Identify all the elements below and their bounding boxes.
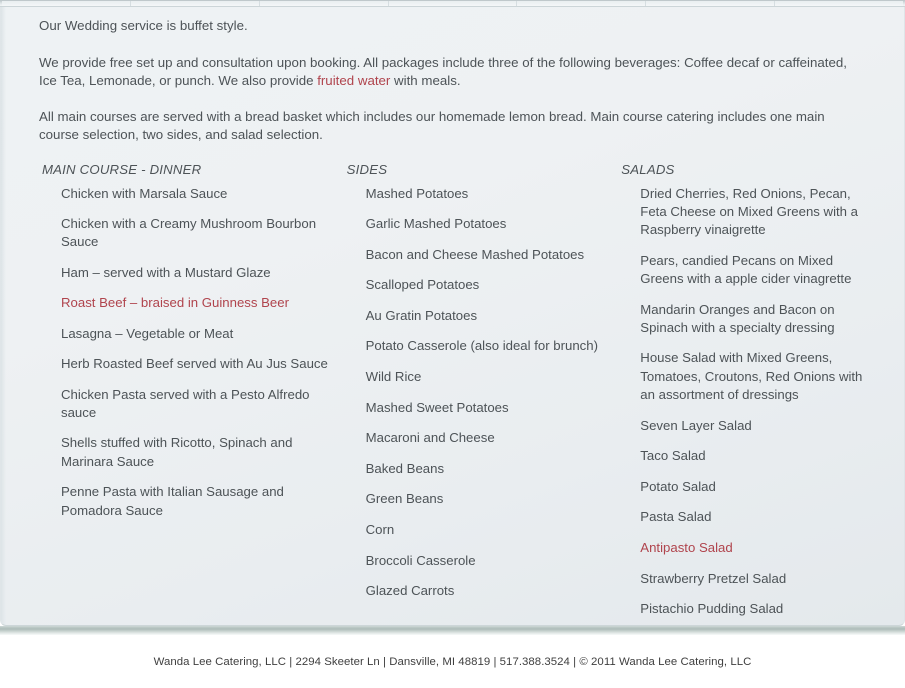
menu-item[interactable] <box>640 417 868 435</box>
fruited-water-link[interactable]: fruited water <box>317 73 391 88</box>
menu-item-label[interactable]: Pistachio Pudding Salad <box>640 601 784 617</box>
menu-item[interactable] <box>366 521 619 539</box>
top-nav-item-3[interactable] <box>389 1 518 6</box>
menu-item[interactable] <box>640 301 868 338</box>
salads-heading: SALADS <box>621 161 675 177</box>
menu-item[interactable] <box>61 185 344 203</box>
main-course-heading: MAIN COURSE - DINNER <box>42 161 202 177</box>
menu-item[interactable] <box>61 294 344 312</box>
menu-item[interactable] <box>61 215 344 252</box>
menu-item[interactable] <box>366 552 619 570</box>
menu-item[interactable] <box>366 368 619 386</box>
menu-item-label[interactable]: Mashed Potatoes <box>365 185 469 201</box>
menu-item[interactable] <box>61 355 344 373</box>
intro-paragraph-2 <box>39 54 868 91</box>
content-panel <box>0 7 905 626</box>
menu-columns <box>39 162 868 627</box>
top-nav-item-5[interactable] <box>646 1 775 6</box>
top-nav-item-0[interactable] <box>2 1 131 6</box>
menu-item[interactable] <box>640 600 868 618</box>
menu-item[interactable] <box>366 185 619 203</box>
menu-item-label[interactable]: Strawberry Pretzel Salad <box>640 570 787 586</box>
menu-item-label[interactable]: Garlic Mashed Potatoes <box>365 216 507 232</box>
menu-item-label[interactable]: Au Gratin Potatoes <box>365 307 478 323</box>
menu-item[interactable] <box>366 582 619 600</box>
menu-item-label[interactable]: Penne Pasta with Italian Sausage and Pomadora Sauce <box>61 484 284 518</box>
menu-item[interactable] <box>366 399 619 417</box>
menu-item-label[interactable]: Shells stuffed with Ricotto, Spinach and Marinara Sauce <box>61 435 293 469</box>
menu-item[interactable] <box>366 276 619 294</box>
menu-column-sides <box>344 162 619 627</box>
menu-item[interactable] <box>61 386 344 423</box>
page-footer <box>0 635 905 688</box>
top-nav-item-6[interactable] <box>775 1 903 6</box>
sides-list <box>344 185 619 601</box>
menu-item-label[interactable]: Lasagna – Vegetable or Meat <box>61 325 234 341</box>
intro-paragraph-1: Our Wedding service is buffet style. <box>39 18 248 33</box>
menu-column-salads <box>618 162 868 627</box>
top-nav-item-1[interactable] <box>131 1 260 6</box>
menu-item[interactable] <box>640 570 868 588</box>
menu-item[interactable] <box>640 508 868 526</box>
menu-item-label[interactable]: Antipasto Salad <box>640 540 733 556</box>
menu-item[interactable] <box>366 215 619 233</box>
menu-item-label[interactable]: Green Beans <box>365 491 444 507</box>
footer-separator-band <box>0 626 905 635</box>
menu-item-label[interactable]: Macaroni and Cheese <box>365 430 495 446</box>
menu-item-label[interactable]: House Salad with Mixed Greens, Tomatoes, Croutons, Red Onions with an assortment of dressings <box>640 350 863 403</box>
main-course-list <box>39 185 344 520</box>
menu-item[interactable] <box>640 478 868 496</box>
salads-list <box>618 185 868 619</box>
menu-item[interactable] <box>366 337 619 355</box>
menu-item[interactable] <box>366 307 619 325</box>
intro-p2-before: We provide free set up and consultation upon booking. All packages include three of the following beverages: Coffee decaf or caffeinated, Ice Tea, Lemonade, or punch. We also provide <box>39 54 847 88</box>
menu-item[interactable] <box>366 246 619 264</box>
top-nav-items <box>2 1 903 6</box>
sides-heading: SIDES <box>346 161 388 177</box>
menu-item-label[interactable]: Pears, candied Pecans on Mixed Greens with a apple cider vinagrette <box>640 252 852 286</box>
menu-item-label[interactable]: Mashed Sweet Potatoes <box>365 399 509 415</box>
footer-text: Wanda Lee Catering, LLC | 2294 Skeeter Ln | Dansville, MI 48819 | 517.388.3524 | © 2011 Wanda Lee Catering, LLC <box>153 655 752 668</box>
menu-item[interactable] <box>640 252 868 289</box>
menu-item-label[interactable]: Seven Layer Salad <box>640 417 752 433</box>
intro-paragraph-3: All main courses are served with a bread basket which includes our homemade lemon bread. Main course catering includes one main course selection, two sides, and salad selection. <box>39 108 825 142</box>
menu-item-label[interactable]: Chicken Pasta served with a Pesto Alfredo sauce <box>61 386 310 420</box>
menu-item[interactable] <box>61 483 344 520</box>
content-inner <box>1 7 904 626</box>
menu-item[interactable] <box>640 349 868 404</box>
menu-item-label[interactable]: Scalloped Potatoes <box>365 277 480 293</box>
menu-item-label[interactable]: Mandarin Oranges and Bacon on Spinach with a specialty dressing <box>640 301 835 335</box>
menu-item-label[interactable]: Chicken with a Creamy Mushroom Bourbon Sauce <box>61 215 317 250</box>
menu-item[interactable] <box>61 434 344 471</box>
menu-item-label[interactable]: Herb Roasted Beef served with Au Jus Sauce <box>61 356 328 372</box>
menu-item-label[interactable]: Pasta Salad <box>640 509 712 525</box>
menu-item-label[interactable]: Broccoli Casserole <box>365 552 476 568</box>
menu-item-label[interactable]: Roast Beef – braised in Guinness Beer <box>61 295 289 311</box>
menu-item-label[interactable]: Glazed Carrots <box>365 583 455 599</box>
menu-item[interactable] <box>366 490 619 508</box>
menu-item[interactable] <box>61 325 344 343</box>
top-nav-bar[interactable] <box>0 0 905 7</box>
menu-item-label[interactable]: Dried Cherries, Red Onions, Pecan, Feta Cheese on Mixed Greens with a Raspberry vinaigrette <box>640 185 859 238</box>
menu-item-label[interactable]: Potato Salad <box>640 478 716 494</box>
menu-item[interactable] <box>366 429 619 447</box>
intro-section <box>39 17 868 145</box>
menu-item-label[interactable]: Corn <box>365 522 395 538</box>
menu-item[interactable] <box>366 460 619 478</box>
menu-item-label[interactable]: Bacon and Cheese Mashed Potatoes <box>365 246 585 262</box>
menu-item[interactable] <box>640 447 868 465</box>
menu-item[interactable] <box>640 539 868 557</box>
top-nav-item-4[interactable] <box>517 1 646 6</box>
menu-item[interactable] <box>640 185 868 240</box>
menu-item-label[interactable]: Baked Beans <box>365 460 445 476</box>
menu-item-label[interactable]: Ham – served with a Mustard Glaze <box>61 264 271 280</box>
intro-p2-after: with meals. <box>390 73 461 88</box>
top-nav-item-2[interactable] <box>260 1 389 6</box>
menu-column-main-course <box>39 162 344 627</box>
menu-item-label[interactable]: Chicken with Marsala Sauce <box>61 185 228 201</box>
menu-item-label[interactable]: Taco Salad <box>640 448 706 464</box>
menu-item[interactable] <box>61 264 344 282</box>
menu-item-label[interactable]: Potato Casserole (also ideal for brunch) <box>365 338 598 354</box>
menu-item-label[interactable]: Wild Rice <box>365 369 422 385</box>
